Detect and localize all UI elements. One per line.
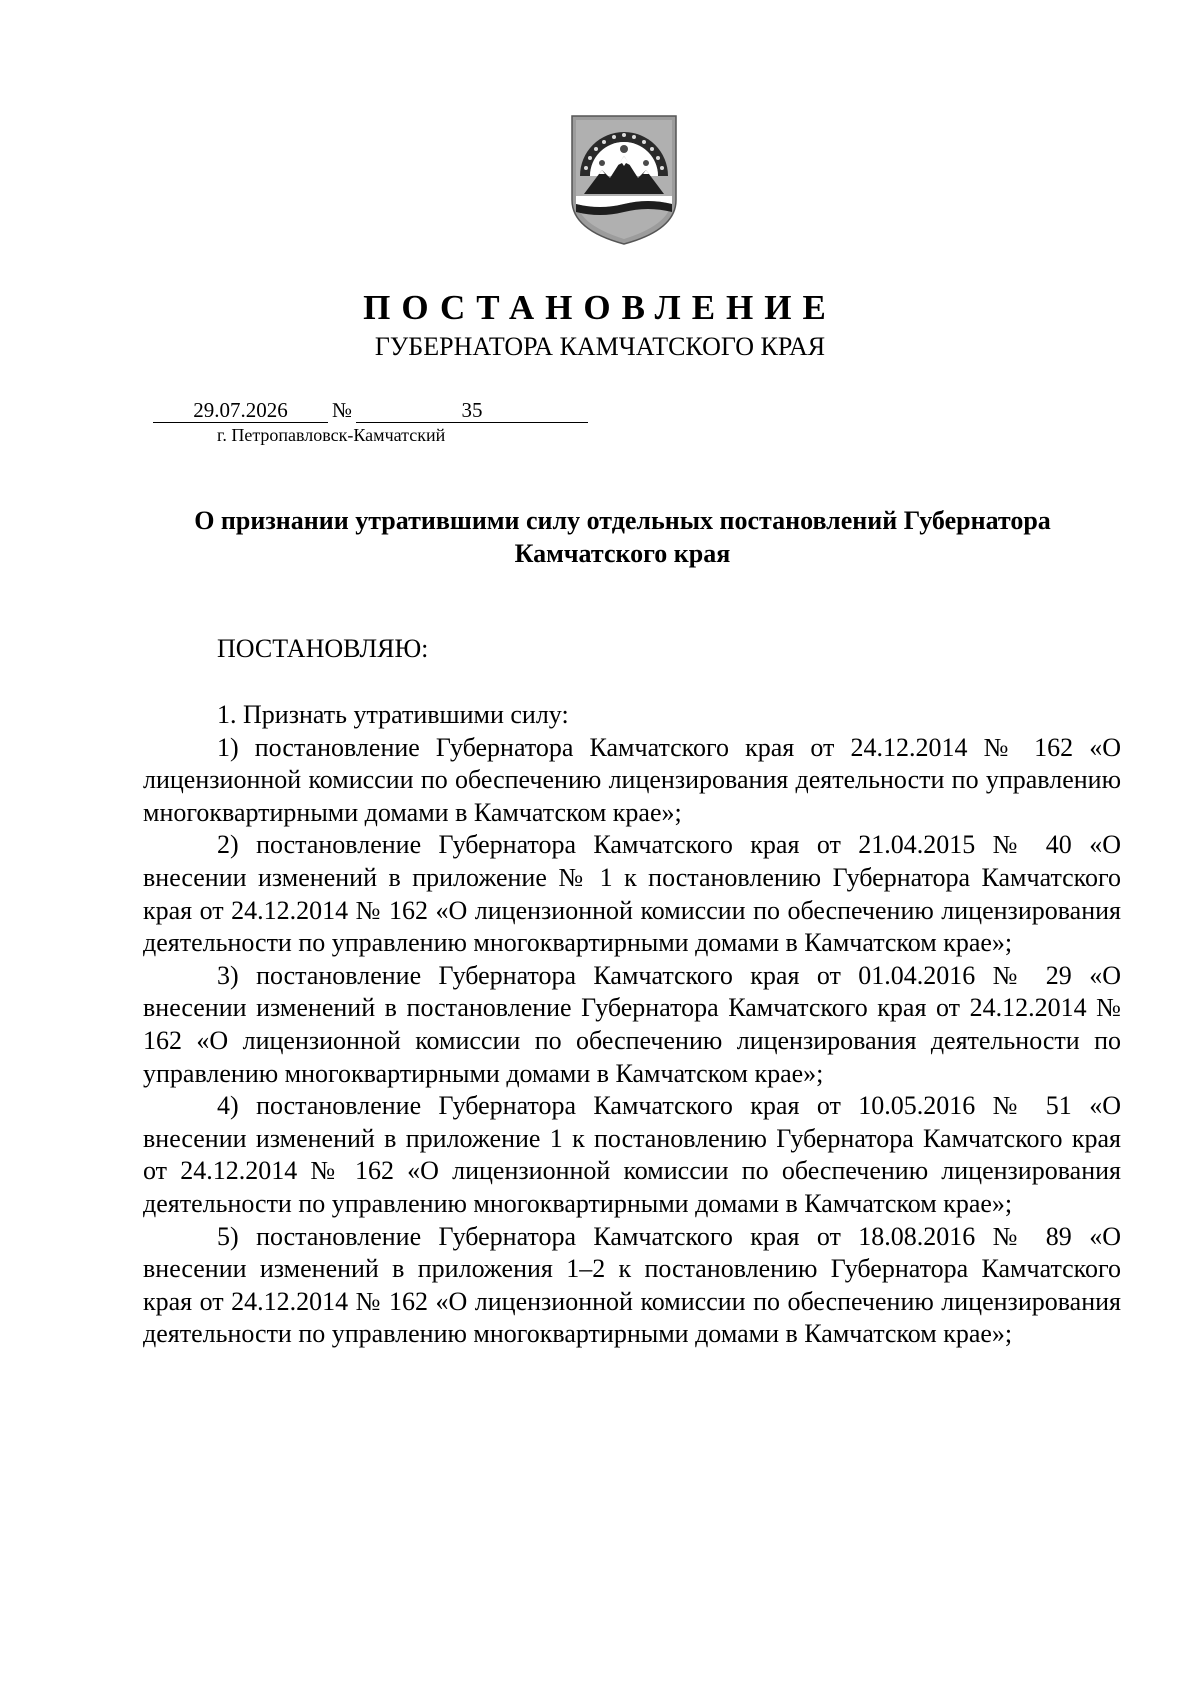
paragraph-item: 3) постановление Губернатора Камчатского края от 01.04.2016 № 29 «О внесении изменений в постановление Губернатора Камчатского края от 24.12.2014 № 162 «О лицензионной комиссии по обеспечению лицензирования деятельности по управлению многоквартирными домами в Камчатском крае»;	[143, 960, 1121, 1088]
city-label: г. Петропавловск-Камчатский	[217, 425, 446, 445]
date-number-row	[153, 397, 588, 423]
decree-word: ПОСТАНОВЛЯЮ:	[217, 634, 429, 663]
paragraph-item: 4) постановление Губернатора Камчатского края от 10.05.2016 № 51 «О внесении изменений в приложение 1 к постановлению Губернатора Камчатского края от 24.12.2014 № 162 «О лицензионной комиссии по обеспечению лицензирования деятельности по управлению многоквартирными домами в Камчатском крае»;	[143, 1091, 1121, 1218]
document-type-heading: ПОСТАНОВЛЕНИЕ	[363, 288, 837, 327]
paragraph-item: 1) постановление Губернатора Камчатского края от 24.12.2014 № 162 «О лицензионной комиссии по обеспечению лицензирования деятельности по управлению многоквартирными домами в Камчатском крае»;	[143, 732, 1121, 827]
number-label: №	[331, 398, 353, 422]
paragraph-item: 2) постановление Губернатора Камчатского края от 21.04.2015 № 40 «О внесении изменений в приложение № 1 к постановлению Губернатора Камчатского края от 24.12.2014 № 162 «О лицензионной комиссии по обеспечению лицензирования деятельности по управлению многоквартирными домами в Камчатском крае»;	[143, 830, 1121, 958]
document-body	[143, 699, 1121, 1351]
issuer-heading: ГУБЕРНАТОРА КАМЧАТСКОГО КРАЯ	[374, 332, 826, 361]
coat-of-arms-icon	[568, 112, 680, 246]
paragraph-item: 5) постановление Губернатора Камчатского края от 18.08.2016 № 89 «О внесении изменений в приложения 1–2 к постановлению Губернатора Камчатского края от 24.12.2014 № 162 «О лицензионной комиссии по обеспечению лицензирования деятельности по управлению многоквартирными домами в Камчатском крае»;	[143, 1221, 1121, 1349]
document-title: О признании утратившими силу отдельных постановлений Губернатора Камчатского края	[194, 506, 1051, 568]
document-number: 35	[356, 397, 588, 423]
document-date: 29.07.2026	[153, 397, 328, 423]
paragraph-item: 1. Признать утратившими силу:	[217, 700, 569, 729]
